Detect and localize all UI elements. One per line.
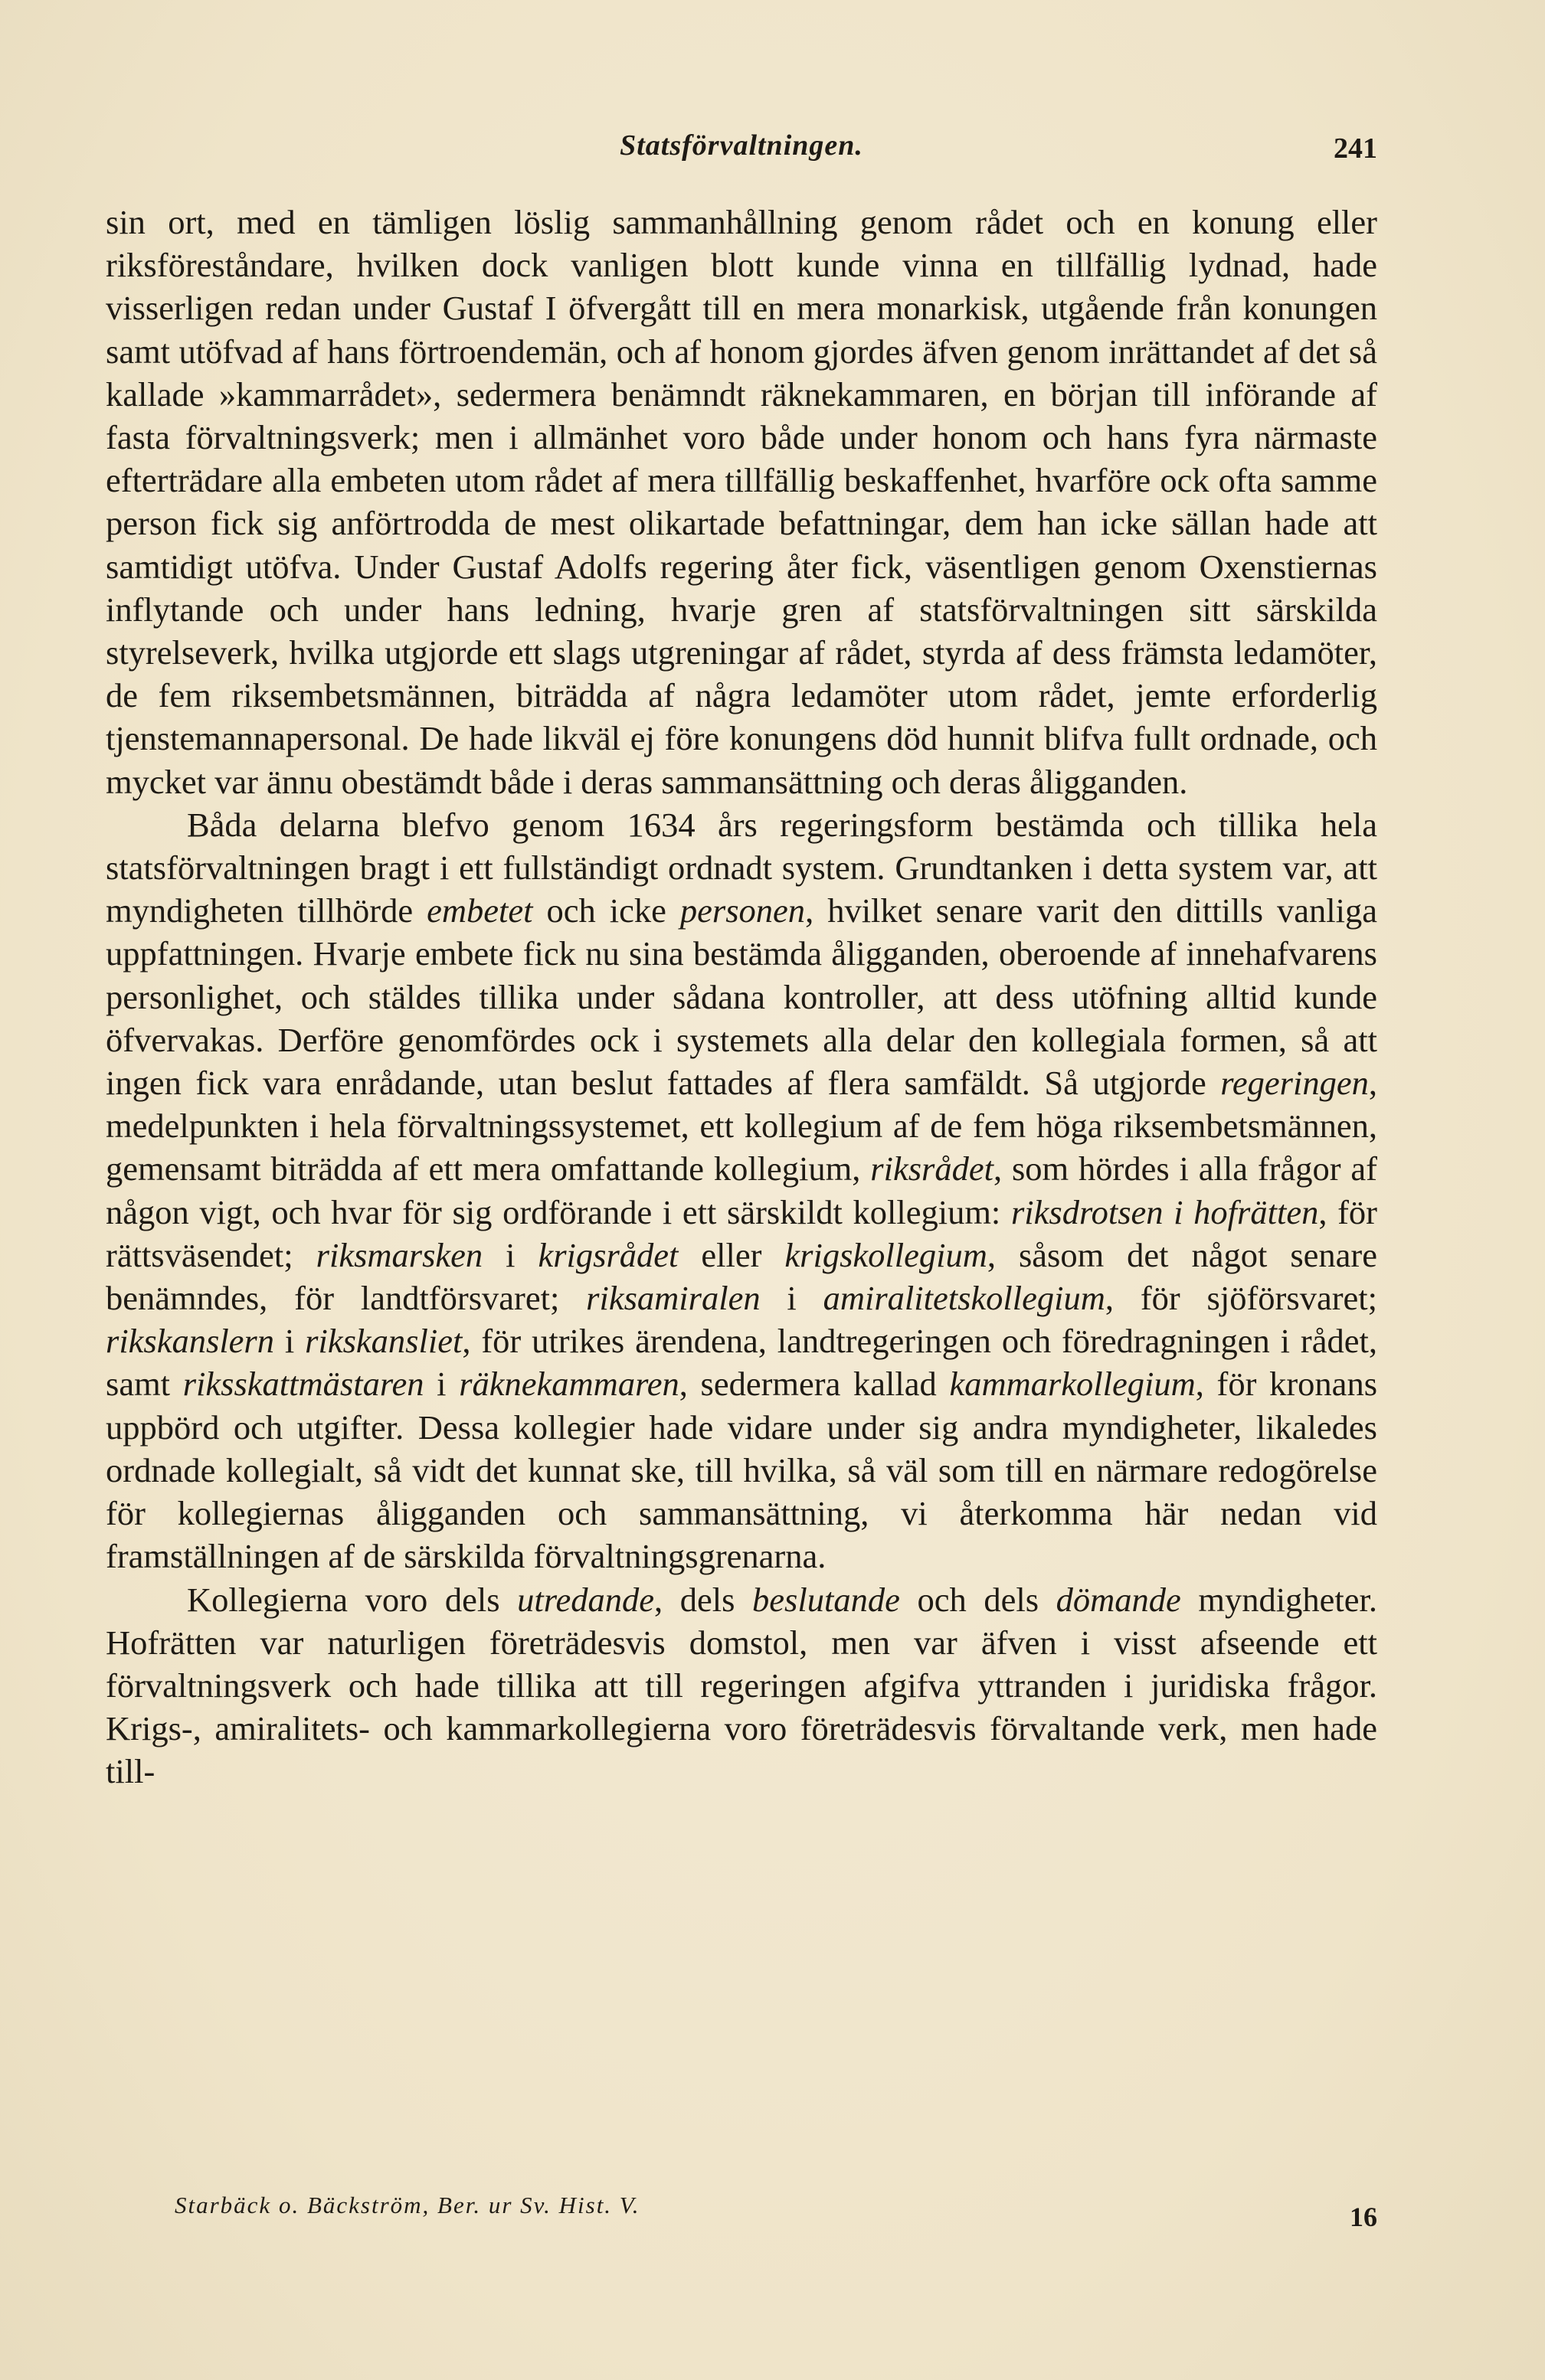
italic-term: rikskansliet: [305, 1322, 463, 1361]
sheet-number: 16: [1350, 2202, 1377, 2232]
text-run: , för rättsväsendet;: [106, 1192, 1377, 1274]
signature-line: Starbäck o. Bäckström, Ber. ur Sv. Hist. V.: [175, 2192, 640, 2218]
running-head: Statsförvaltningen.: [620, 129, 863, 162]
italic-term: personen: [679, 891, 806, 930]
text-run: , som hördes i alla frågor af någon vigt, och hvar för sig ordförande i ett särskildt kollegium:: [106, 1149, 1377, 1231]
page-number: 241: [1334, 132, 1377, 165]
italic-term: riksamiralen: [586, 1279, 761, 1318]
text-run: sin ort, med en tämligen löslig sammanhållning genom rådet och en konung eller riksföreståndare, hvilken dock vanligen blott kunde vinna en tillfällig lydnad, hade visserligen redan under Gustaf I öfvergått till en mera monarkisk, utgående från konungen samt utöfvad af hans förtroendemän, och af honom gjordes äfven genom inrättandet af det så kallade »kammarrådet», sedermera benämndt räknekammaren, en början till införande af fasta förvaltningsverk; men i allmänhet voro både under honom och hans fyra närmaste efterträdare alla embeten utom rådet af mera tillfällig beskaffenhet, hvarföre ock ofta samme person fick sig anförtrodda de mest olikartade befattningar, dem han icke sällan hade att samtidigt utöfva. Under Gustaf Adolfs regering åter fick, väsentligen genom Oxenstiernas inflytande och under hans ledning, hvarje gren af statsförvaltningen sitt särskilda styrelseverk, hvilka utgjorde ett slags utgreningar af rådet, styrda af dess främsta ledamöter, de fem riksembetsmännen, biträdda af några ledamöter utom rådet, jemte erforderlig tjenstemannapersonal. De hade likväl ej före konungens död hunnit blifva fullt ordnade, och mycket var ännu obestämdt både i deras sammansättning och deras åligganden.: [106, 203, 1377, 801]
italic-term: räknekammaren: [459, 1365, 679, 1404]
text-run: i: [424, 1365, 460, 1404]
italic-term: riksrådet: [870, 1149, 993, 1188]
text-run: Kollegierna voro dels: [187, 1580, 518, 1619]
text-run: i: [760, 1279, 823, 1318]
text-run: eller: [678, 1235, 785, 1274]
text-run: , sedermera kallad: [679, 1365, 950, 1404]
paragraph: [106, 803, 1377, 1578]
page-footer: [175, 2192, 1377, 2238]
text-run: , medelpunkten i hela förvaltningssystemet, ett kollegium af de fem höga riksembetsmännen, gemensamt biträdda af ett mera omfattande kollegium,: [106, 1064, 1377, 1188]
text-run: Båda delarna blefvo genom 1634 års regeringsform bestämda och tillika hela statsförvaltningen bragt i ett fullständigt ordnadt system. Grundtanken i detta system var, att myndigheten tillhörde: [106, 805, 1377, 930]
italic-term: embetet: [427, 891, 533, 930]
italic-term: dömande: [1056, 1580, 1181, 1619]
text-run: myndigheter. Hofrätten var naturligen företrädesvis domstol, men var äfven i visst afseende ett förvaltningsverk och hade tillika att till regeringen afgifva yttranden i juridiska frågor. Krigs-, amiralitets- och kammarkollegierna voro företrädesvis förvaltande verk, men hade till-: [106, 1580, 1377, 1791]
italic-term: krigskollegium: [784, 1235, 987, 1274]
italic-term: utredande: [517, 1580, 654, 1619]
text-run: , för utrikes ärendena, landtregeringen och föredragningen i rådet, samt: [106, 1322, 1377, 1404]
italic-term: regeringen: [1220, 1064, 1369, 1103]
text-run: , dels: [653, 1580, 753, 1619]
text-run: i: [483, 1235, 538, 1274]
italic-term: riksskattmästaren: [182, 1365, 424, 1404]
text-run: , för kronans uppbörd och utgifter. Dessa kollegier hade vidare under sig andra myndigheter, likaledes ordnade kollegialt, så vidt det kunnat ske, till hvilka, så väl som till en närmare redogörelse för kollegiernas åligganden och sammansättning, vi återkomma här nedan vid framställningen af de särskilda förvaltningsgrenarna.: [106, 1365, 1378, 1576]
italic-term: kammarkollegium: [949, 1365, 1196, 1404]
text-run: i: [274, 1322, 306, 1361]
text-run: och icke: [532, 891, 680, 930]
page-header: [106, 129, 1377, 175]
text-run: , hvilket senare varit den dittills vanliga uppfattningen. Hvarje embete fick nu sina bestämda åligganden, oberoende af innehafvarens personlighet, och stäldes tillika under sådana kontroller, att dess utöfning alltid kunde öfvervakas. Derföre genomfördes ock i systemets alla delar den kollegiala formen, så att ingen fick vara enrådande, utan beslut fattades af flera samfäldt. Så utgjorde: [106, 891, 1377, 1103]
italic-term: beslutande: [752, 1580, 900, 1619]
italic-term: riksmarsken: [316, 1235, 483, 1274]
text-run: , såsom det något senare benämndes, för landtförsvaret;: [106, 1235, 1377, 1318]
paragraph: [106, 1578, 1377, 1793]
body-text: [106, 201, 1377, 1793]
italic-term: amiralitetskollegium: [823, 1279, 1105, 1318]
italic-term: rikskanslern: [106, 1322, 275, 1361]
paragraph: [106, 201, 1377, 803]
text-run: och dels: [899, 1580, 1056, 1619]
italic-term: krigsrådet: [538, 1235, 679, 1274]
text-run: , för sjöförsvaret;: [1105, 1279, 1377, 1318]
italic-term: riksdrotsen i hofrätten: [1010, 1192, 1319, 1231]
